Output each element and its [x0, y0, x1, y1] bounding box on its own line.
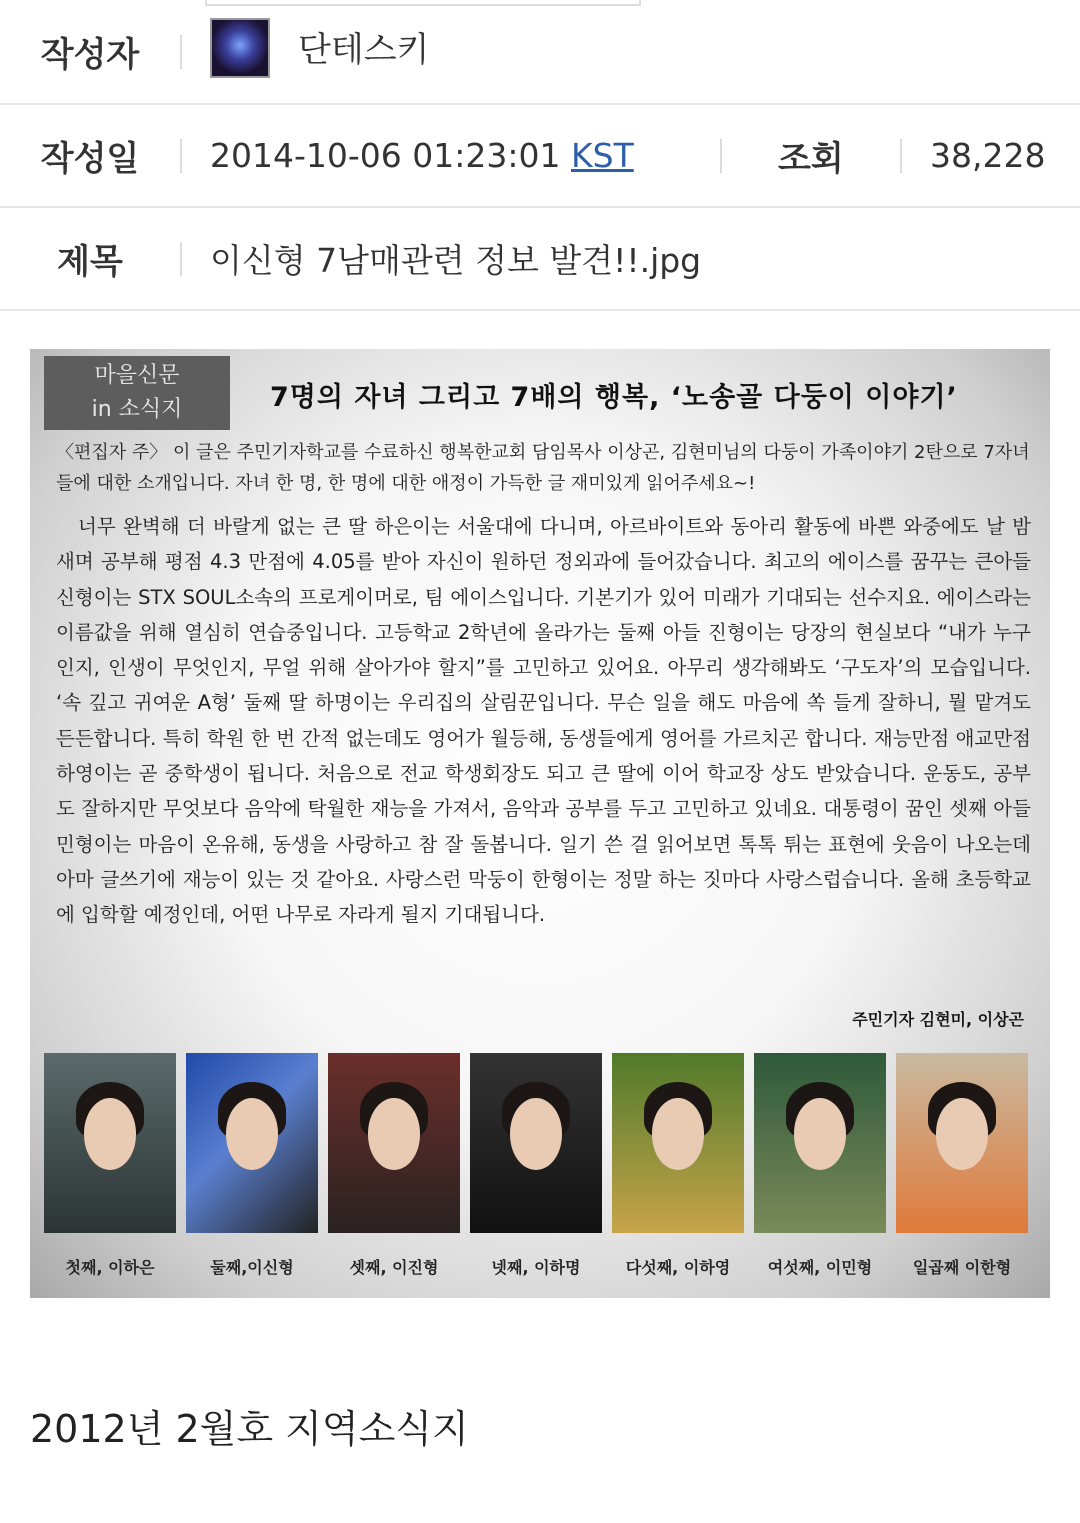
author-row	[0, 0, 1080, 105]
post-title: 이신형 7남매관련 정보 발견!!.jpg	[210, 241, 702, 280]
face-shape	[794, 1098, 847, 1170]
photo-caption: 넷째, 이하명	[491, 1258, 581, 1277]
separator	[180, 242, 182, 276]
author-name-link[interactable]: 단테스키	[298, 30, 430, 70]
face-shape	[368, 1098, 421, 1170]
face-shape	[652, 1098, 705, 1170]
child-photo	[896, 1053, 1028, 1233]
separator	[900, 139, 902, 173]
date-text: 2014-10-06 01:23:01	[210, 136, 561, 175]
photo-caption: 다섯째, 이하영	[625, 1258, 731, 1277]
newspaper-headline: 7명의 자녀 그리고 7배의 행복, ‘노송골 다둥이 이야기’	[270, 382, 958, 413]
title-label: 제목	[57, 242, 123, 282]
photo-caption: 둘째,이신형	[210, 1258, 294, 1277]
photo-caption: 여섯째, 이민형	[767, 1258, 873, 1277]
article-byline: 주민기자 김현미, 이상곤	[852, 1010, 1024, 1029]
timezone-link[interactable]: KST	[570, 136, 634, 175]
date-value	[210, 136, 634, 175]
newspaper-badge	[44, 356, 230, 430]
child-photo	[612, 1053, 744, 1233]
date-label: 작성일	[40, 139, 140, 179]
separator	[180, 35, 182, 69]
badge-line2: in 소식지	[91, 397, 183, 422]
face-shape	[226, 1098, 279, 1170]
views-label: 조회	[778, 139, 844, 179]
child-photo	[470, 1053, 602, 1233]
views-count: 38,228	[930, 136, 1046, 175]
photo-caption: 일곱째 이한형	[912, 1258, 1012, 1277]
child-photo	[754, 1053, 886, 1233]
author-avatar[interactable]	[210, 18, 270, 78]
separator	[180, 139, 182, 173]
photo-caption: 첫째, 이하은	[65, 1258, 155, 1277]
child-photo	[44, 1053, 176, 1233]
date-row	[0, 105, 1080, 208]
photo-caption: 셋째, 이진형	[349, 1258, 439, 1277]
newspaper-image[interactable]	[30, 349, 1050, 1298]
child-photo	[186, 1053, 318, 1233]
child-photo	[328, 1053, 460, 1233]
article-body: 너무 완벽해 더 바랄게 없는 큰 딸 하은이는 서울대에 다니며, 아르바이트와 동아리 활동에 바쁜 와중에도 날 밤 새며 공부해 평점 4.3 만점에 4.05를 받아 자신이 원하던 정외과에 들어갔습니다. 최고의 에이스를 꿈꾸는 큰아들 신형이는 STX SOUL소속의 프로게이머로, 팀 에이스입니다. 기본기가 있어 미래가 기대되는 선수지요. 에이스라는 이름값을 위해 열심히 연습중입니다. 고등학교 2학년에 올라가는 둘째 아들 진형이는 당장의 현실보다 “내가 누구인지, 인생이 무엇인지, 무얼 위해 살아가야 할지”를 고민하고 있어요. 아무리 생각해봐도 ‘구도자’의 모습입니다. ‘속 깊고 귀여운 A형’ 둘째 딸 하명이는 우리집의 살림꾼입니다. 무슨 일을 해도 마음에 쏙 들게 잘하니, 뭘 맡겨도 든든합니다. 특히 학원 한 번 간적 없는데도 영어가 월등해, 동생들에게 영어를 가르치곤 합니다. 재능만점 애교만점 하영이는 곧 중학생이 됩니다. 처음으로 전교 학생회장도 되고 큰 딸에 이어 학교장 상도 받았습니다. 운동도, 공부도 잘하지만 무엇보다 음악에 탁월한 재능을 가져서, 음악과 공부를 두고 고민하고 있네요. 대통령이 꿈인 셋째 아들 민형이는 마음이 온유해, 동생을 사랑하고 참 잘 돌봅니다. 일기 쓴 걸 읽어보면 톡톡 튀는 표현에 웃음이 나오는데 아마 글쓰기에 재능이 있는 것 같아요. 사랑스런 막둥이 한형이는 정말 하는 짓마다 사랑스럽습니다. 올해 초등학교에 입학할 예정인데, 어떤 나무로 자라게 될지 기대됩니다.	[56, 515, 1031, 927]
face-shape	[936, 1098, 989, 1170]
children-photos	[44, 1053, 1038, 1233]
photo-captions	[44, 1255, 1038, 1278]
editor-note: 〈편집자 주〉 이 글은 주민기자학교를 수료하신 행복한교회 담임목사 이상곤, 김현미님의 다둥이 가족이야기 2탄으로 7자녀들에 대한 소개입니다. 자녀 한 명, 한 명에 대한 애정이 가득한 글 재미있게 읽어주세요~!	[56, 442, 1030, 494]
author-label: 작성자	[40, 35, 140, 75]
face-shape	[510, 1098, 563, 1170]
face-shape	[84, 1098, 137, 1170]
separator	[720, 139, 722, 173]
post-caption-text: 2012년 2월호 지역소식지	[30, 1407, 469, 1451]
title-row	[0, 208, 1080, 311]
badge-line1: 마을신문	[94, 363, 180, 388]
